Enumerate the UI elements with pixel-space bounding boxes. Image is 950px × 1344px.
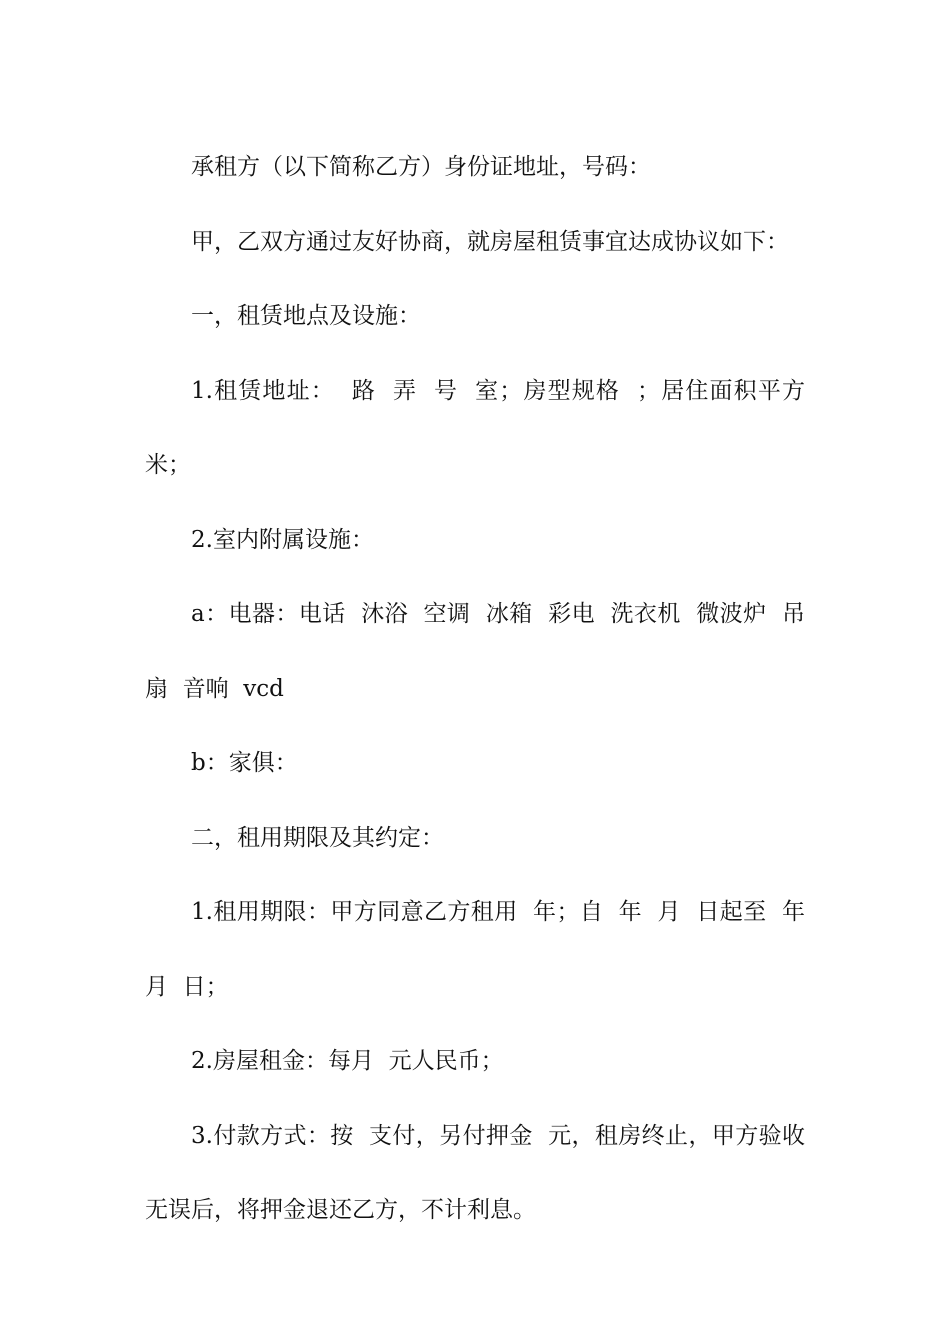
paragraph-agreement-intro <box>145 205 805 280</box>
paragraph-text: 甲，乙双方通过友好协商，就房屋租赁事宜达成协议如下： <box>191 228 789 255</box>
paragraph-text: 1.租赁地址： 路 弄 号 室；房型规格 ；居住面积平方米； <box>145 377 805 478</box>
section-heading-location <box>145 279 805 354</box>
paragraph-rent <box>145 1024 805 1099</box>
paragraph-payment <box>145 1099 805 1248</box>
paragraph-address <box>145 354 805 503</box>
paragraph-text: 二，租用期限及其约定： <box>191 824 444 851</box>
paragraph-text: a：电器：电话 沐浴 空调 冰箱 彩电 洗衣机 微波炉 吊扇 音响 vcd <box>145 601 805 702</box>
section-heading-term <box>145 801 805 876</box>
contract-body <box>145 130 820 1248</box>
paragraph-text: 2.房屋租金：每月 元人民币； <box>191 1048 504 1074</box>
paragraph-furniture <box>145 726 805 801</box>
paragraph-lease-term <box>145 875 820 1024</box>
paragraph-facilities <box>145 503 805 578</box>
paragraph-text: 一，租赁地点及设施： <box>191 303 421 329</box>
paragraph-text: 承租方（以下简称乙方）身份证地址，号码： <box>191 154 651 180</box>
paragraph-text: 3.付款方式：按 支付，另付押金 元，租房终止，甲方验收无误后，将押金退还乙方，不计利息。 <box>145 1122 805 1223</box>
paragraph-text: 2.室内附属设施： <box>191 526 374 553</box>
paragraph-appliances <box>145 577 805 726</box>
paragraph-text: b：家俱： <box>191 750 298 776</box>
paragraph-tenant-info <box>145 130 805 205</box>
paragraph-text: 1.租用期限：甲方同意乙方租用 年；自 年 月 日起至 年 月 日； <box>145 899 820 1000</box>
